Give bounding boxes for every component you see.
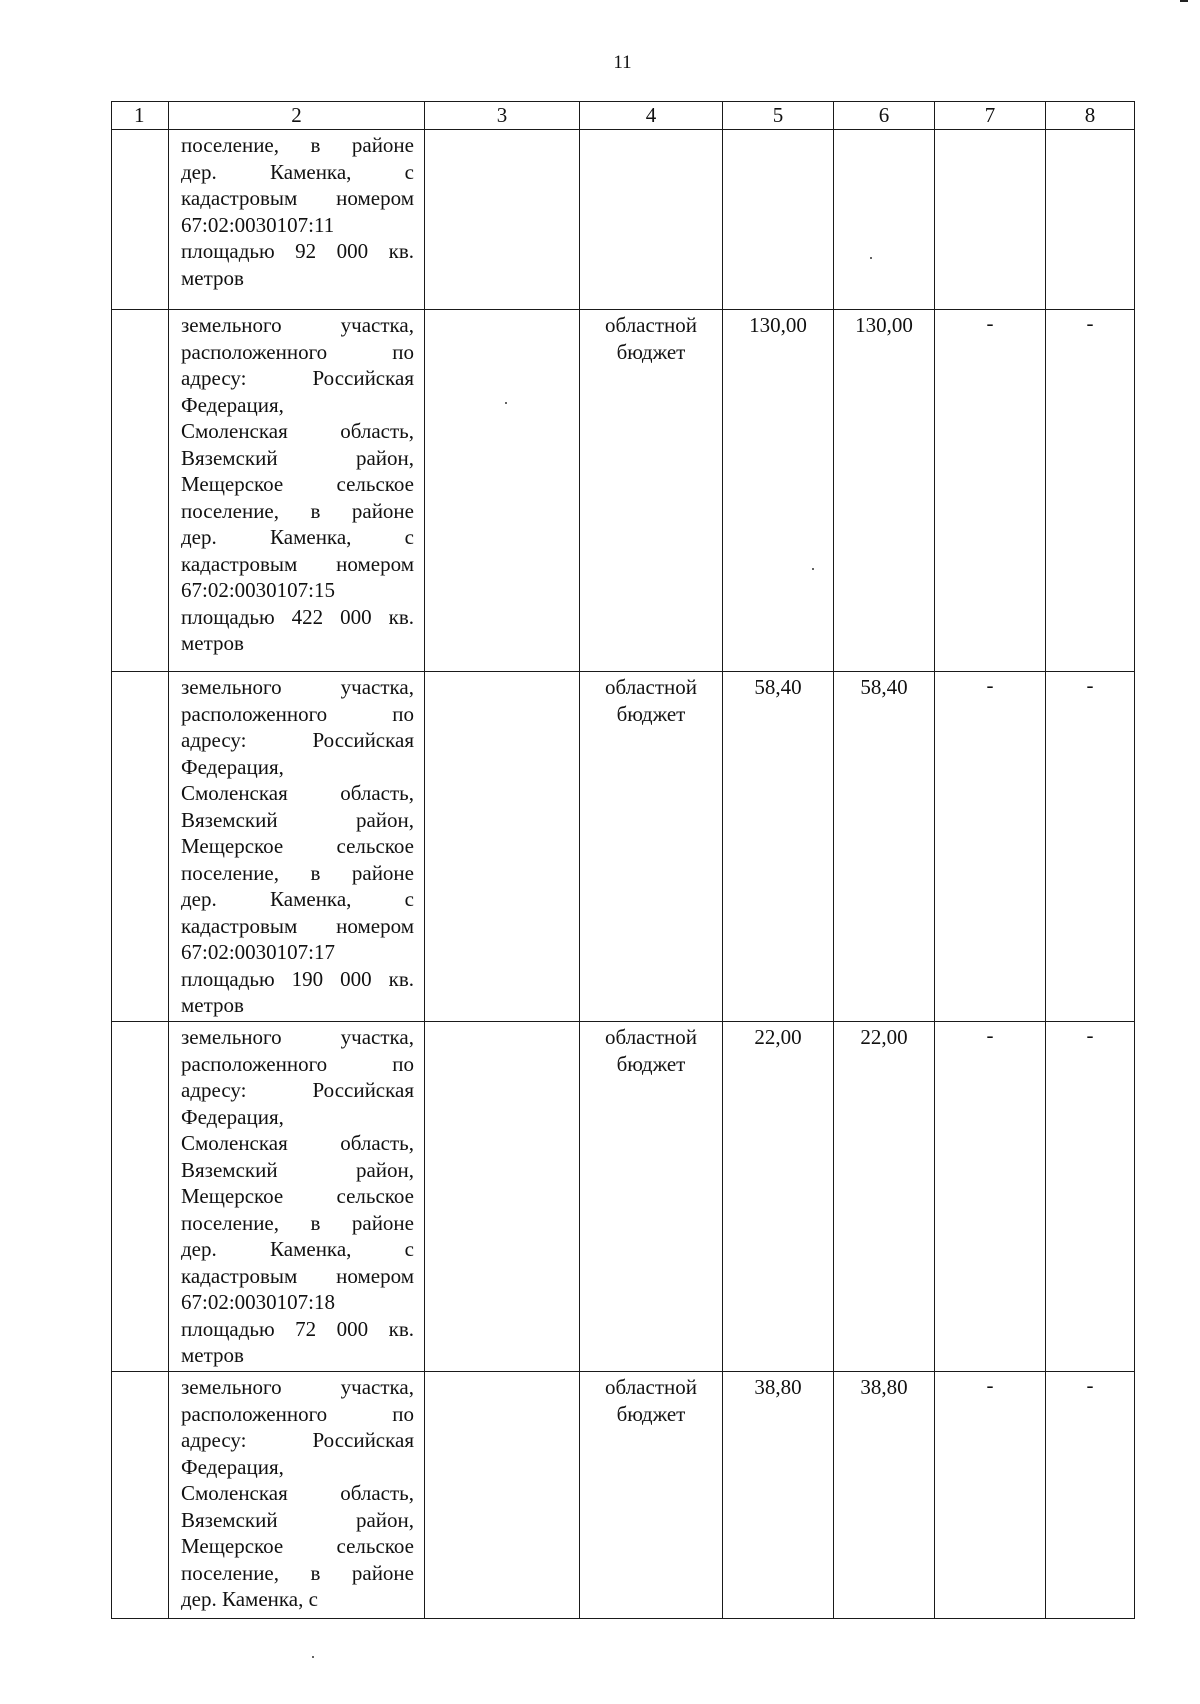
description-line: кадастровым номером (181, 551, 414, 576)
description-line: площадью 190 000 кв. (181, 966, 414, 991)
cell-col8: - (1046, 1372, 1135, 1619)
description-line: Смоленская область, (181, 781, 414, 805)
description-line: метров (181, 1343, 244, 1367)
cell-description (169, 130, 425, 310)
description-line: расположенного по (181, 1401, 414, 1426)
table-row (112, 672, 1135, 1022)
cell-col6: 22,00 (834, 1022, 935, 1372)
description-line: Смоленская область, (181, 419, 414, 443)
cell-description (169, 310, 425, 672)
column-header: 3 (425, 102, 580, 130)
scan-speck (812, 568, 814, 570)
cell-col5: 38,80 (723, 1372, 834, 1619)
description-line: метров (181, 265, 244, 290)
description-line: поселение, в районе (181, 133, 414, 157)
column-header: 1 (112, 102, 169, 130)
description-line: Федерация, (181, 754, 284, 779)
description-line: Смоленская область, (181, 1131, 414, 1155)
description-line: Вяземский район, (181, 445, 414, 470)
cell-col5: 130,00 (723, 310, 834, 672)
description-line: дер. Каменка, с (181, 525, 414, 549)
cell-col3 (425, 1372, 580, 1619)
description-line: поселение, в районе (181, 860, 414, 885)
description-line: расположенного по (181, 701, 414, 726)
description-line: земельного участка, (181, 675, 414, 699)
description-line: земельного участка, (181, 1025, 414, 1049)
description-line: 67:02:0030107:11 (181, 212, 335, 237)
cell-col8 (1046, 130, 1135, 310)
cell-funding-source: областной бюджет (580, 310, 723, 672)
table-row (112, 310, 1135, 672)
cell-col6: 38,80 (834, 1372, 935, 1619)
cell-funding-source: областной бюджет (580, 1372, 723, 1619)
description-line: метров (181, 631, 244, 655)
description-line: расположенного по (181, 1051, 414, 1076)
cell-col5: 22,00 (723, 1022, 834, 1372)
description-line: 67:02:0030107:15 (181, 578, 336, 602)
cell-col3 (425, 1022, 580, 1372)
description-line: адресу: Российская (181, 1078, 414, 1102)
description-line: Вяземский район, (181, 1507, 414, 1532)
cell-col5: 58,40 (723, 672, 834, 1022)
table-row (112, 1022, 1135, 1372)
description-line: кадастровым номером (181, 1263, 414, 1288)
cell-col6: 58,40 (834, 672, 935, 1022)
description-line: дер. Каменка, с (181, 159, 414, 184)
cell-col8: - (1046, 672, 1135, 1022)
cell-number (112, 672, 169, 1022)
description-line: расположенного по (181, 339, 414, 364)
cell-col7: - (935, 672, 1046, 1022)
cell-funding-source: областной бюджет (580, 672, 723, 1022)
cell-col5 (723, 130, 834, 310)
description-line: поселение, в районе (181, 498, 414, 523)
cell-col3 (425, 130, 580, 310)
description-line: кадастровым номером (181, 186, 414, 210)
column-header: 8 (1046, 102, 1135, 130)
table-header-row (112, 102, 1135, 130)
cell-col7: - (935, 1022, 1046, 1372)
cell-col6: 130,00 (834, 310, 935, 672)
description-line: Мещерское сельское (181, 472, 414, 496)
scan-speck (312, 1656, 314, 1658)
description-line: Смоленская область, (181, 1481, 414, 1505)
cell-number (112, 310, 169, 672)
cell-col8: - (1046, 1022, 1135, 1372)
description-line: адресу: Российская (181, 728, 414, 752)
cell-col3 (425, 310, 580, 672)
description-line: адресу: Российская (181, 1428, 414, 1452)
column-header: 4 (580, 102, 723, 130)
page-number: 11 (613, 52, 632, 73)
description-line: земельного участка, (181, 313, 414, 337)
description-line: Мещерское сельское (181, 834, 414, 858)
cell-description (169, 672, 425, 1022)
description-line: дер. Каменка, с (181, 1587, 318, 1611)
description-line: дер. Каменка, с (181, 887, 414, 911)
table-row (112, 130, 1135, 310)
description-line: Федерация, (181, 1454, 284, 1479)
column-header: 5 (723, 102, 834, 130)
description-line: Вяземский район, (181, 807, 414, 832)
description-line: поселение, в районе (181, 1210, 414, 1235)
description-line: поселение, в районе (181, 1560, 414, 1585)
description-line: дер. Каменка, с (181, 1237, 414, 1261)
cell-description (169, 1372, 425, 1619)
column-header: 7 (935, 102, 1046, 130)
description-line: Мещерское сельское (181, 1534, 414, 1558)
cell-col8: - (1046, 310, 1135, 672)
description-line: площадью 72 000 кв. (181, 1316, 414, 1341)
cell-number (112, 130, 169, 310)
cell-col3 (425, 672, 580, 1022)
description-line: метров (181, 993, 244, 1017)
description-line: Мещерское сельское (181, 1184, 414, 1208)
cell-col7: - (935, 1372, 1046, 1619)
scan-edge-mark (1180, 0, 1188, 2)
description-line: земельного участка, (181, 1375, 414, 1399)
cell-number (112, 1372, 169, 1619)
scan-speck (870, 257, 872, 259)
description-line: площадью 92 000 кв. (181, 239, 414, 263)
table-row (112, 1372, 1135, 1619)
budget-table (111, 101, 1135, 1619)
description-line: площадью 422 000 кв. (181, 604, 414, 629)
description-line: кадастровым номером (181, 913, 414, 938)
description-line: Вяземский район, (181, 1157, 414, 1182)
cell-funding-source (580, 130, 723, 310)
column-header: 6 (834, 102, 935, 130)
description-line: 67:02:0030107:17 (181, 940, 336, 964)
scan-speck (505, 402, 507, 404)
cell-col7 (935, 130, 1046, 310)
description-line: Федерация, (181, 1104, 284, 1129)
cell-funding-source: областной бюджет (580, 1022, 723, 1372)
description-line: Федерация, (181, 392, 284, 417)
description-line: 67:02:0030107:18 (181, 1290, 336, 1314)
cell-description (169, 1022, 425, 1372)
description-line: адресу: Российская (181, 366, 414, 390)
cell-col6 (834, 130, 935, 310)
cell-number (112, 1022, 169, 1372)
cell-col7: - (935, 310, 1046, 672)
column-header: 2 (169, 102, 425, 130)
